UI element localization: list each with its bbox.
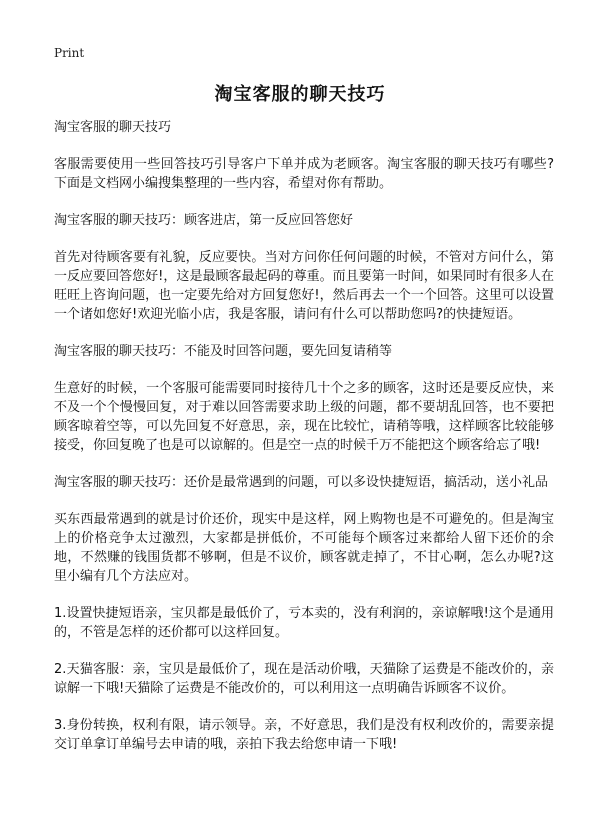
section-heading: 淘宝客服的聊天技巧：还价是最常遇到的问题，可以多设快捷短语，搞活动，送小礼品 xyxy=(54,475,549,490)
paragraph: 客服需要使用一些回答技巧引导客户下单并成为老顾客。淘宝客服的聊天技巧有哪些?下面是文档网小编搜集整理的一些内容，希望对你有帮助。 xyxy=(54,157,554,191)
list-item: 1.设置快捷短语亲，宝贝都是最低价了，亏本卖的，没有利润的，亲谅解哦!这个是通用的，不管是怎样的还价都可以这样回复。 xyxy=(54,606,554,640)
list-item: 2.天猫客服：亲，宝贝是最低价了，现在是活动价哦，天猫除了运费是不能改价的，亲谅解一下哦!天猫除了运费是不能改价的，可以利用这一点明确告诉顾客不议价。 xyxy=(54,662,554,696)
list-item: 3.身份转换，权利有限，请示领导。亲，不好意思，我们是没有权利改价的，需要亲提交订单拿订单编号去申请的哦，亲拍下我去给您申请一下哦! xyxy=(54,718,554,752)
section-heading: 淘宝客服的聊天技巧 xyxy=(54,120,172,135)
paragraph: 生意好的时候，一个客服可能需要同时接待几十个之多的顾客，这时还是要反应快，来不及一个个慢慢回复，对于难以回答需要求助上级的问题，都不要胡乱回答，也不要把顾客晾着空等，可以先回复不好意思，亲，现在比较忙，请稍等哦，这样顾客比较能够接受，你回复晚了也是可以谅解的。但是空一点的时候千万不能把这个顾客给忘了哦! xyxy=(54,381,554,453)
section-heading: 淘宝客服的聊天技巧：不能及时回答问题，要先回复请稍等 xyxy=(54,344,393,359)
paragraph: 买东西最常遇到的就是讨价还价，现实中是这样，网上购物也是不可避免的。但是淘宝上的价格竞争太过激烈，大家都是拼低价，不可能每个顾客过来都给人留下还价的余地，不然赚的钱围货都不够啊，但是不议价，顾客就走掉了，不甘心啊，怎么办呢?这里小编有几个方法应对。 xyxy=(54,512,554,584)
print-link[interactable]: Print xyxy=(54,46,85,60)
document-title: 淘宝客服的聊天技巧 xyxy=(214,84,386,105)
paragraph: 首先对待顾客要有礼貌，反应要快。当对方问你任何问题的时候，不管对方问什么，第一反应要回答您好!，这是最顾客最起码的尊重。而且要第一时间，如果同时有很多人在旺旺上咨询问题，也一定要先给对方回复您好!，然后再去一个一个回答。这里可以设置一个诸如您好!欢迎光临小店，我是客服，请问有什么可以帮助您吗?的快捷短语。 xyxy=(54,250,554,322)
document-body xyxy=(54,118,554,772)
section-heading: 淘宝客服的聊天技巧：顾客进店，第一反应回答您好 xyxy=(54,213,354,228)
